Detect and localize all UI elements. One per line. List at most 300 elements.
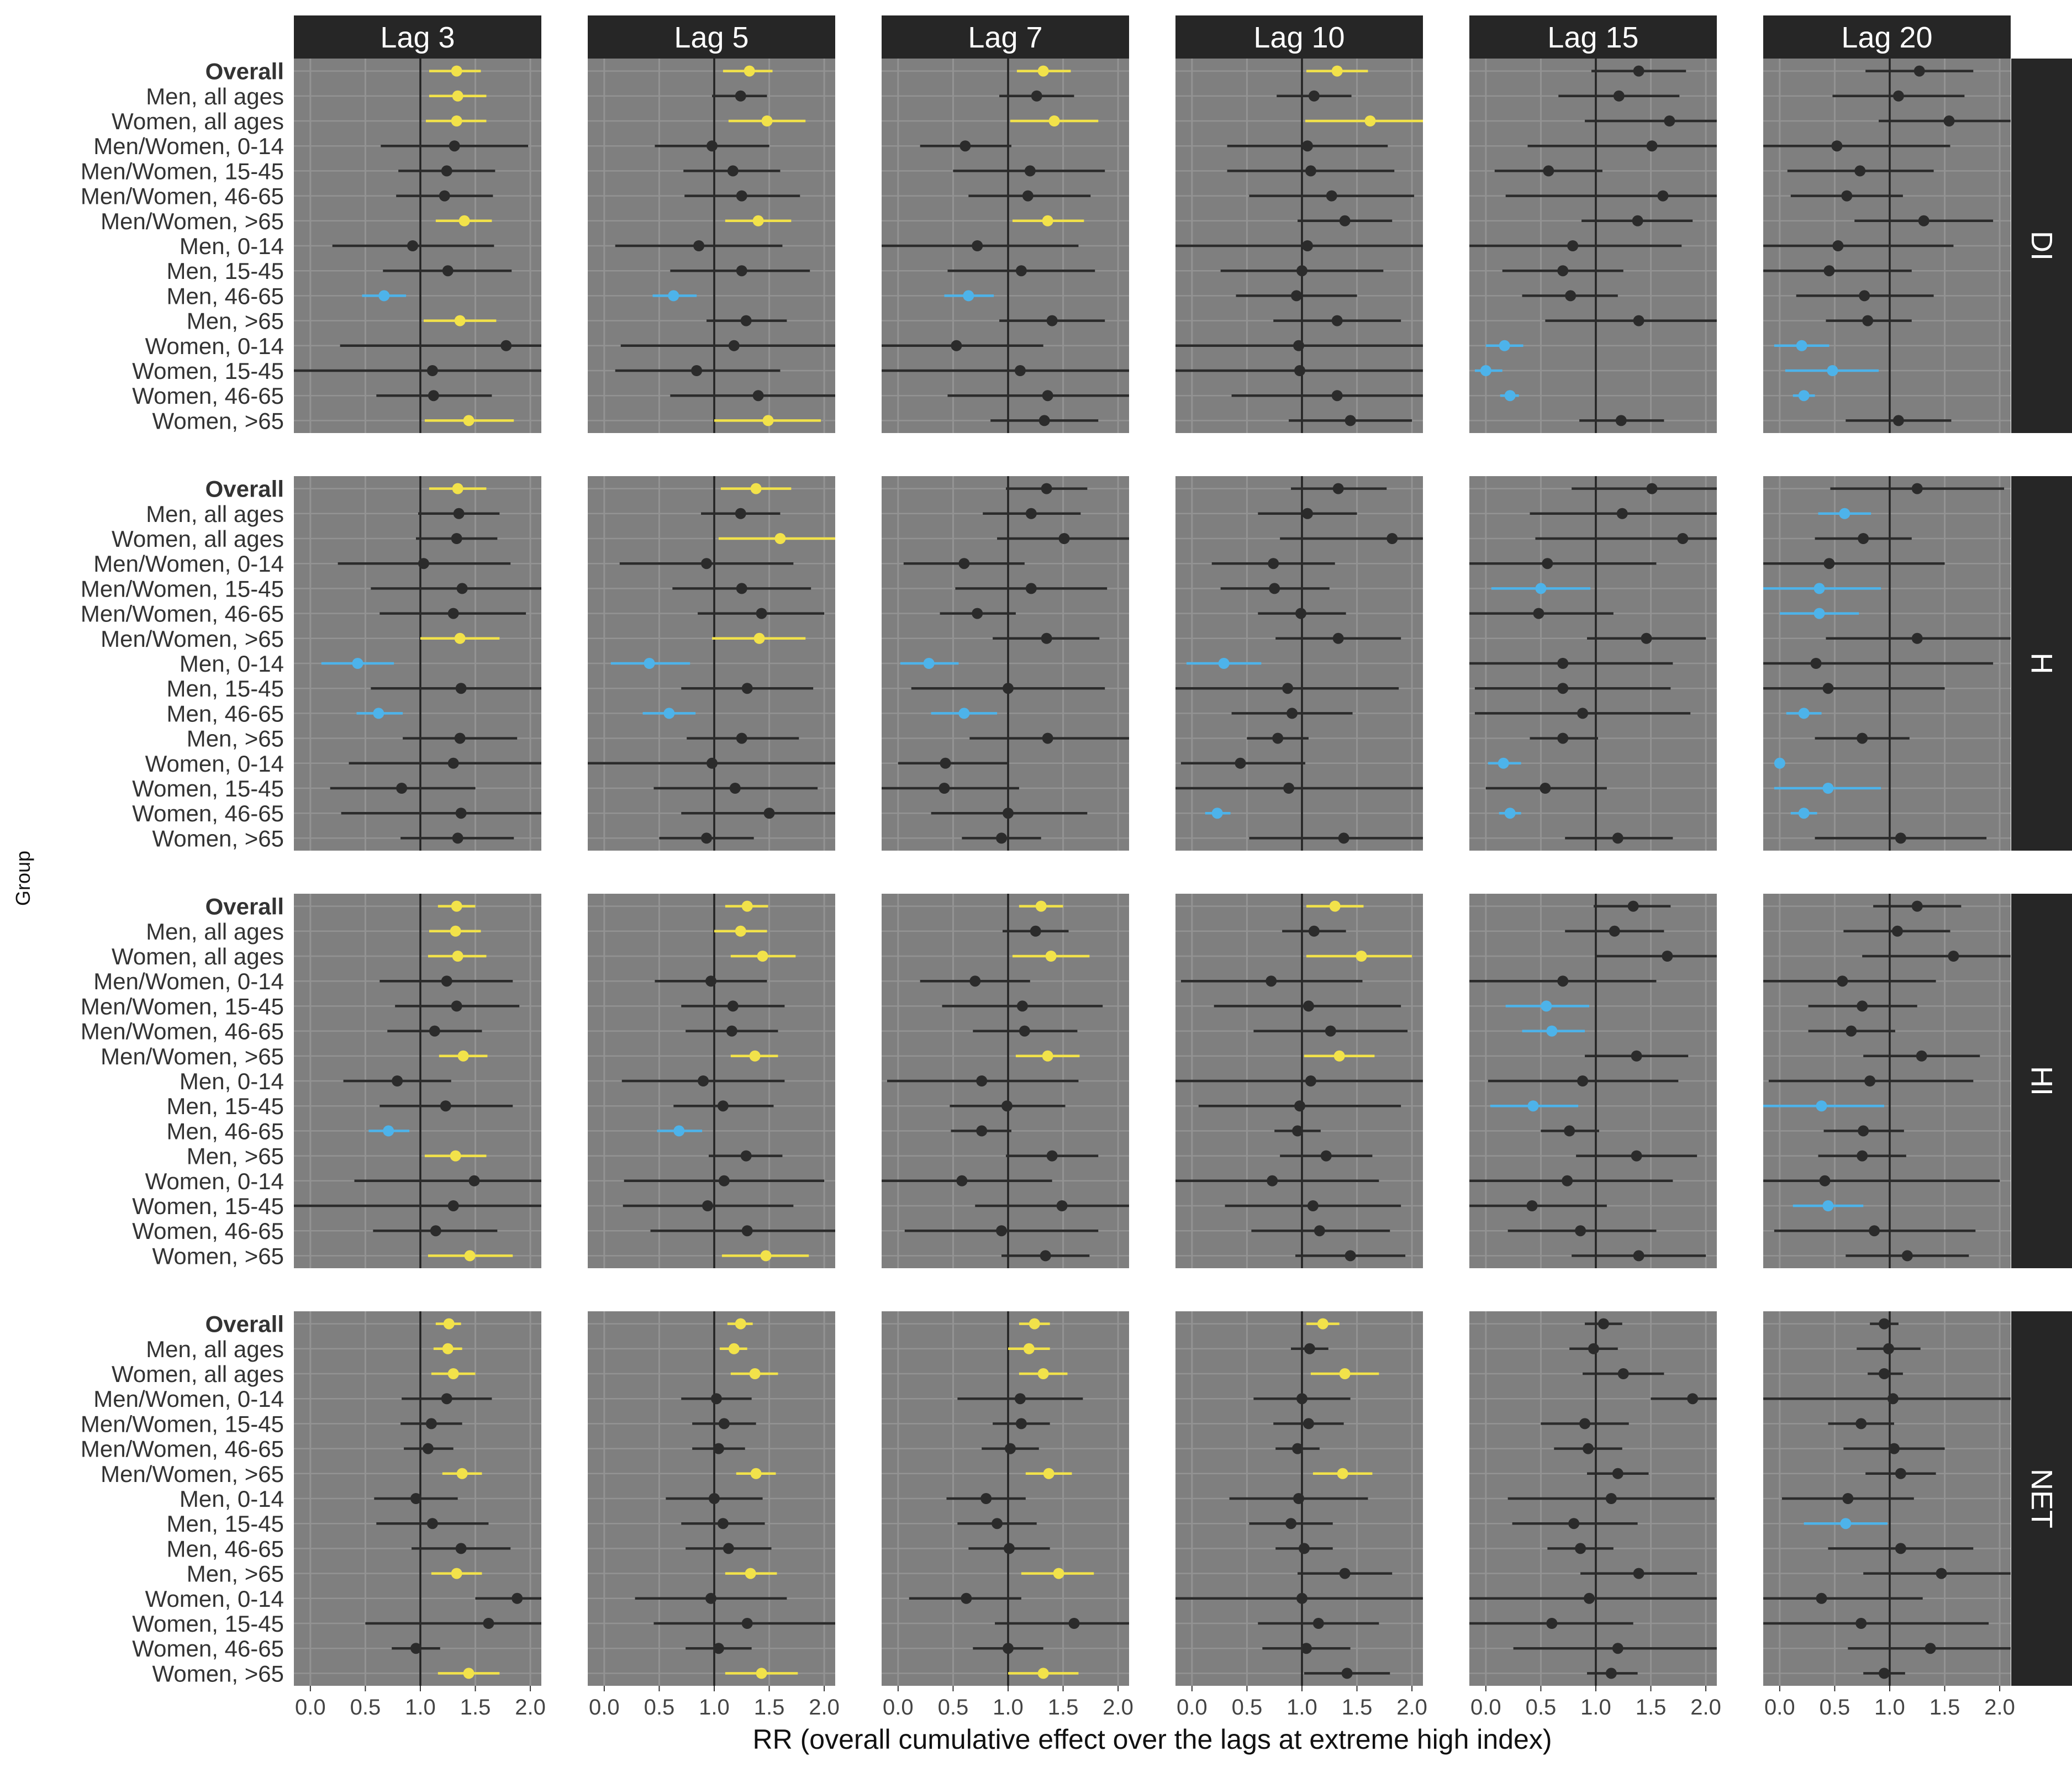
point-estimate-men-women-46-65 (736, 191, 747, 202)
group-label-women-0-14: Women, 0-14 (145, 1168, 284, 1194)
point-estimate-men-all-ages (1614, 91, 1625, 102)
point-estimate-men-women-0-14 (701, 558, 712, 569)
group-label-women-46-65: Women, 46-65 (132, 383, 284, 409)
group-label-men-women-65: Men/Women, >65 (101, 208, 284, 234)
point-estimate-men-all-ages (442, 1343, 454, 1354)
point-estimate-men-women-15-45 (1305, 165, 1316, 176)
point-estimate-men-15-45 (1816, 1100, 1827, 1111)
point-estimate-overall (1041, 483, 1052, 494)
point-estimate-overall (1912, 483, 1923, 494)
point-estimate-men-65 (450, 1151, 461, 1162)
point-estimate-overall (1330, 901, 1341, 912)
point-estimate-men-15-45 (1557, 265, 1568, 276)
group-label-men-all-ages: Men, all ages (146, 918, 284, 945)
point-estimate-men-women-15-45 (1854, 165, 1865, 176)
point-estimate-women-15-45 (1822, 1200, 1833, 1211)
point-estimate-women-15-45 (1539, 783, 1551, 794)
point-estimate-men-women-65 (1340, 215, 1351, 226)
point-estimate-women-46-65 (1612, 1643, 1623, 1654)
panel-hi-lag-15 (1469, 894, 1717, 1268)
point-estimate-men-women-0-14 (707, 140, 718, 151)
point-estimate-women-65 (465, 1250, 476, 1261)
point-estimate-men-65 (1557, 733, 1568, 744)
point-estimate-women-15-45 (1283, 783, 1294, 794)
group-label-men-women-46-65: Men/Women, 46-65 (80, 1436, 284, 1462)
point-estimate-men-women-46-65 (713, 1443, 724, 1454)
x-tick-label: 1.5 (1929, 1695, 1960, 1719)
point-estimate-men-women-15-45 (1025, 165, 1036, 176)
point-estimate-men-women-0-14 (441, 1393, 452, 1404)
point-estimate-men-46-65 (668, 290, 679, 301)
point-estimate-women-all-ages (451, 115, 462, 126)
panel-net-lag-15 (1469, 1311, 1717, 1686)
point-estimate-women-65 (1902, 1250, 1913, 1261)
group-label-women-65: Women, >65 (152, 408, 284, 434)
point-estimate-women-46-65 (1505, 808, 1516, 819)
point-estimate-men-women-15-45 (1017, 1000, 1028, 1011)
point-estimate-women-0-14 (1296, 1593, 1307, 1604)
group-label-women-65: Women, >65 (152, 1660, 284, 1687)
point-estimate-men-women-15-45 (441, 165, 452, 176)
x-tick-label: 2.0 (515, 1695, 546, 1719)
point-estimate-men-0-14 (1567, 240, 1578, 251)
point-estimate-men-women-65 (458, 1051, 469, 1062)
point-estimate-women-all-ages (451, 533, 462, 544)
point-estimate-overall (1036, 901, 1047, 912)
point-estimate-men-women-0-14 (711, 1393, 722, 1404)
point-estimate-men-women-65 (1043, 1468, 1055, 1479)
group-label-men-0-14: Men, 0-14 (179, 1486, 284, 1512)
group-label-men-46-65: Men, 46-65 (166, 1118, 284, 1144)
panel-hi-lag-3 (294, 894, 541, 1268)
point-estimate-men-0-14 (1842, 1493, 1853, 1504)
point-estimate-men-women-65 (1334, 1051, 1345, 1062)
point-estimate-men-0-14 (1606, 1493, 1617, 1504)
panel-hi-lag-20 (1763, 894, 2011, 1268)
point-estimate-women-0-14 (1816, 1593, 1827, 1604)
point-estimate-men-15-45 (1282, 683, 1293, 694)
point-estimate-men-46-65 (1577, 708, 1588, 719)
panel-di-lag-10 (1175, 59, 1423, 433)
point-estimate-men-women-46-65 (423, 1443, 434, 1454)
point-estimate-men-women-46-65 (726, 1026, 737, 1037)
point-estimate-men-women-65 (1641, 633, 1652, 644)
point-estimate-men-women-65 (1916, 1051, 1927, 1062)
point-estimate-men-women-0-14 (705, 975, 716, 987)
point-estimate-men-46-65 (383, 1125, 394, 1136)
point-estimate-men-46-65 (663, 708, 674, 719)
point-estimate-women-65 (1606, 1668, 1617, 1679)
point-estimate-overall (1647, 483, 1658, 494)
panel-hi-lag-10 (1175, 894, 1423, 1268)
point-estimate-men-65 (1633, 1568, 1644, 1579)
point-estimate-men-46-65 (963, 290, 974, 301)
x-tick-label: 2.0 (1690, 1695, 1721, 1719)
point-estimate-women-15-45 (702, 1200, 713, 1211)
point-estimate-men-women-15-45 (719, 1418, 730, 1429)
point-estimate-men-women-65 (751, 1468, 762, 1479)
point-estimate-women-15-45 (1294, 365, 1305, 376)
point-estimate-women-46-65 (742, 1225, 753, 1236)
point-estimate-women-all-ages (1386, 533, 1398, 544)
point-estimate-women-65 (701, 832, 712, 843)
point-estimate-men-0-14 (693, 240, 704, 251)
point-estimate-men-all-ages (735, 91, 746, 102)
point-estimate-men-15-45 (742, 683, 753, 694)
point-estimate-men-women-15-45 (1535, 583, 1546, 594)
strip-label-di: DI (2025, 231, 2058, 261)
group-label-women-all-ages: Women, all ages (111, 526, 284, 552)
panel-hi-lag-7 (882, 894, 1129, 1268)
point-estimate-men-women-15-45 (1269, 583, 1280, 594)
point-estimate-men-65 (1047, 1151, 1058, 1162)
group-label-women-all-ages: Women, all ages (111, 943, 284, 969)
strip-label-h: H (2025, 652, 2058, 674)
point-estimate-men-65 (1340, 1568, 1351, 1579)
point-estimate-men-65 (1857, 733, 1868, 744)
point-estimate-men-all-ages (1309, 926, 1320, 937)
point-estimate-women-all-ages (1046, 951, 1057, 962)
point-estimate-men-women-46-65 (429, 1026, 440, 1037)
group-label-men-women-0-14: Men/Women, 0-14 (93, 968, 284, 995)
point-estimate-men-women-65 (1631, 1051, 1642, 1062)
point-estimate-women-46-65 (1042, 390, 1053, 401)
point-estimate-men-women-46-65 (972, 608, 983, 619)
point-estimate-men-all-ages (1839, 508, 1850, 519)
panel-h-lag-5 (588, 476, 835, 851)
point-estimate-men-women-46-65 (1022, 191, 1034, 202)
point-estimate-women-46-65 (1003, 1643, 1014, 1654)
point-estimate-women-all-ages (1662, 951, 1673, 962)
point-estimate-men-all-ages (450, 926, 461, 937)
x-tick-label: 1.0 (699, 1695, 730, 1719)
point-estimate-women-65 (463, 415, 474, 426)
panel-di-lag-5 (588, 59, 835, 433)
panel-h-lag-15 (1469, 476, 1717, 851)
group-label-men-women-15-45: Men/Women, 15-45 (80, 576, 284, 602)
point-estimate-women-0-14 (1562, 1175, 1573, 1186)
point-estimate-women-46-65 (430, 1225, 441, 1236)
point-estimate-women-46-65 (713, 1643, 724, 1654)
point-estimate-women-15-45 (1822, 783, 1833, 794)
point-estimate-men-women-46-65 (1841, 191, 1852, 202)
point-estimate-men-0-14 (924, 658, 935, 669)
point-estimate-men-women-15-45 (426, 1418, 437, 1429)
point-estimate-men-0-14 (698, 1075, 709, 1086)
point-estimate-women-15-45 (1068, 1618, 1079, 1629)
point-estimate-men-65 (741, 1151, 752, 1162)
point-estimate-overall (735, 1318, 746, 1330)
group-label-men-women-0-14: Men/Women, 0-14 (93, 1386, 284, 1412)
point-estimate-women-65 (996, 832, 1007, 843)
point-estimate-men-65 (1053, 1568, 1064, 1579)
group-label-men-65: Men, >65 (186, 725, 284, 752)
point-estimate-men-women-0-14 (1687, 1393, 1698, 1404)
point-estimate-men-women-46-65 (1292, 1443, 1303, 1454)
point-estimate-men-46-65 (1004, 1543, 1015, 1554)
point-estimate-women-all-ages (762, 115, 773, 126)
x-tick-label: 0.0 (1764, 1695, 1795, 1719)
point-estimate-women-0-14 (1235, 758, 1246, 769)
point-estimate-men-65 (451, 1568, 462, 1579)
group-label-women-46-65: Women, 46-65 (132, 1636, 284, 1662)
point-estimate-women-46-65 (753, 390, 764, 401)
point-estimate-men-15-45 (1840, 1518, 1851, 1529)
point-estimate-men-women-46-65 (1846, 1026, 1857, 1037)
point-estimate-women-0-14 (1774, 758, 1785, 769)
point-estimate-men-women-15-45 (727, 165, 739, 176)
group-label-men-15-45: Men, 15-45 (166, 1511, 284, 1537)
group-label-men-0-14: Men, 0-14 (179, 233, 284, 259)
point-estimate-women-15-45 (1057, 1200, 1068, 1211)
point-estimate-women-15-45 (742, 1618, 753, 1629)
point-estimate-men-women-15-45 (1857, 1000, 1868, 1011)
panel-net-lag-3 (294, 1311, 541, 1686)
point-estimate-women-65 (463, 1668, 474, 1679)
point-estimate-men-0-14 (976, 1075, 987, 1086)
point-estimate-men-women-65 (1042, 215, 1053, 226)
strip-label-net: NET (2025, 1469, 2058, 1528)
point-estimate-men-all-ages (1588, 1343, 1599, 1354)
x-tick-label: 0.5 (1525, 1695, 1557, 1719)
x-tick-label: 1.0 (405, 1695, 436, 1719)
group-label-men-all-ages: Men, all ages (146, 83, 284, 109)
point-estimate-women-46-65 (1799, 390, 1810, 401)
point-estimate-men-15-45 (1003, 683, 1014, 694)
point-estimate-men-0-14 (1832, 240, 1843, 251)
point-estimate-men-46-65 (723, 1543, 734, 1554)
point-estimate-men-women-0-14 (958, 558, 969, 569)
point-estimate-men-women-15-45 (1303, 1000, 1314, 1011)
group-label-women-0-14: Women, 0-14 (145, 333, 284, 359)
point-estimate-men-all-ages (1609, 926, 1620, 937)
point-estimate-women-all-ages (1677, 533, 1688, 544)
x-axis-title: RR (overall cumulative effect over the lags at extreme high index) (752, 1724, 1552, 1755)
point-estimate-men-46-65 (673, 1125, 684, 1136)
group-label-men-65: Men, >65 (186, 1560, 284, 1587)
point-estimate-overall (1914, 66, 1925, 77)
point-estimate-overall (444, 1318, 455, 1330)
point-estimate-women-15-45 (1855, 1618, 1867, 1629)
x-tick-label: 0.5 (937, 1695, 969, 1719)
point-estimate-men-46-65 (1799, 708, 1810, 719)
point-estimate-women-all-ages (757, 951, 768, 962)
point-estimate-women-0-14 (1796, 340, 1807, 351)
panel-hi-lag-5 (588, 894, 835, 1268)
x-tick-label: 0.0 (883, 1695, 914, 1719)
point-estimate-men-women-65 (1632, 215, 1643, 226)
group-label-men-women-65: Men/Women, >65 (101, 1460, 284, 1487)
point-estimate-men-women-0-14 (1647, 140, 1658, 151)
panel-di-lag-15 (1469, 59, 1717, 433)
strip-label-lag-15: Lag 15 (1547, 21, 1639, 54)
point-estimate-men-all-ages (735, 926, 746, 937)
group-label-men-women-46-65: Men/Women, 46-65 (80, 600, 284, 627)
point-estimate-women-0-14 (951, 340, 962, 351)
point-estimate-men-women-0-14 (1888, 1393, 1899, 1404)
point-estimate-overall (742, 901, 753, 912)
group-label-overall: Overall (205, 893, 284, 920)
point-estimate-men-46-65 (1299, 1543, 1310, 1554)
strip-label-lag-5: Lag 5 (674, 21, 749, 54)
group-label-women-15-45: Women, 15-45 (132, 358, 284, 384)
point-estimate-women-0-14 (729, 340, 740, 351)
panel-di-lag-7 (882, 59, 1129, 433)
point-estimate-men-0-14 (1577, 1075, 1588, 1086)
x-tick-label: 1.5 (1341, 1695, 1373, 1719)
point-estimate-overall (1633, 66, 1644, 77)
point-estimate-men-women-0-14 (449, 140, 460, 151)
x-tick-label: 0.0 (1177, 1695, 1208, 1719)
point-estimate-men-women-65 (459, 215, 470, 226)
point-estimate-women-15-45 (483, 1618, 494, 1629)
point-estimate-men-women-46-65 (1295, 608, 1306, 619)
point-estimate-men-46-65 (1564, 1125, 1575, 1136)
point-estimate-women-46-65 (996, 1225, 1007, 1236)
point-estimate-men-women-46-65 (1326, 191, 1337, 202)
group-label-women-65: Women, >65 (152, 1243, 284, 1269)
point-estimate-women-all-ages (1038, 1368, 1049, 1379)
point-estimate-men-women-0-14 (441, 975, 452, 987)
point-estimate-men-women-0-14 (1823, 558, 1834, 569)
group-label-overall: Overall (205, 58, 284, 85)
group-label-men-all-ages: Men, all ages (146, 500, 284, 527)
strip-label-lag-10: Lag 10 (1253, 21, 1345, 54)
group-label-men-65: Men, >65 (186, 1143, 284, 1169)
point-estimate-women-0-14 (1584, 1593, 1595, 1604)
point-estimate-men-women-0-14 (1266, 975, 1277, 987)
point-estimate-men-women-65 (1337, 1468, 1348, 1479)
point-estimate-men-15-45 (1527, 1100, 1538, 1111)
x-tick-label: 1.0 (1580, 1695, 1611, 1719)
point-estimate-women-46-65 (1505, 390, 1516, 401)
point-estimate-men-women-46-65 (1889, 1443, 1900, 1454)
point-estimate-men-0-14 (1305, 1075, 1316, 1086)
point-estimate-men-women-65 (754, 633, 765, 644)
point-estimate-men-women-46-65 (448, 608, 459, 619)
point-estimate-overall (1598, 1318, 1609, 1330)
group-label-men-women-15-45: Men/Women, 15-45 (80, 1411, 284, 1437)
point-estimate-women-46-65 (1575, 1225, 1586, 1236)
point-estimate-women-all-ages (1664, 115, 1675, 126)
point-estimate-men-women-46-65 (1583, 1443, 1594, 1454)
point-estimate-men-all-ages (454, 508, 465, 519)
group-label-men-women-15-45: Men/Women, 15-45 (80, 158, 284, 184)
point-estimate-women-all-ages (1948, 951, 1959, 962)
point-estimate-women-15-45 (1827, 365, 1838, 376)
point-estimate-women-15-45 (448, 1200, 459, 1211)
point-estimate-overall (1038, 66, 1049, 77)
point-estimate-women-0-14 (500, 340, 512, 351)
point-estimate-women-all-ages (1340, 1368, 1351, 1379)
point-estimate-overall (1628, 901, 1639, 912)
x-tick-label: 0.5 (1819, 1695, 1850, 1719)
point-estimate-men-46-65 (958, 708, 969, 719)
point-estimate-men-0-14 (1219, 658, 1230, 669)
point-estimate-men-women-0-14 (1837, 975, 1848, 987)
group-label-women-0-14: Women, 0-14 (145, 750, 284, 777)
point-estimate-women-all-ages (1879, 1368, 1890, 1379)
point-estimate-men-women-15-45 (1814, 583, 1825, 594)
point-estimate-women-15-45 (396, 783, 407, 794)
point-estimate-men-all-ages (735, 508, 746, 519)
point-estimate-men-46-65 (1858, 1125, 1869, 1136)
point-estimate-women-0-14 (956, 1175, 967, 1186)
point-estimate-men-15-45 (440, 1100, 451, 1111)
point-estimate-men-women-15-45 (1543, 165, 1554, 176)
point-estimate-men-all-ages (1893, 91, 1904, 102)
group-label-men-65: Men, >65 (186, 308, 284, 334)
point-estimate-men-65 (1332, 315, 1343, 326)
point-estimate-women-all-ages (1364, 115, 1375, 126)
point-estimate-men-women-0-14 (1296, 1393, 1307, 1404)
point-estimate-women-all-ages (1356, 951, 1367, 962)
group-label-men-46-65: Men, 46-65 (166, 700, 284, 727)
x-tick-label: 0.5 (644, 1695, 675, 1719)
group-label-women-all-ages: Women, all ages (111, 108, 284, 134)
point-estimate-men-women-0-14 (1557, 975, 1568, 987)
point-estimate-men-0-14 (1557, 658, 1568, 669)
x-tick-label: 2.0 (1103, 1695, 1133, 1719)
point-estimate-men-46-65 (976, 1125, 987, 1136)
point-estimate-men-46-65 (1287, 708, 1298, 719)
group-label-men-women-46-65: Men/Women, 46-65 (80, 183, 284, 209)
point-estimate-men-65 (455, 733, 466, 744)
point-estimate-men-0-14 (644, 658, 655, 669)
point-estimate-women-all-ages (1049, 115, 1060, 126)
point-estimate-overall (1029, 1318, 1040, 1330)
point-estimate-women-15-45 (1313, 1618, 1324, 1629)
point-estimate-men-women-15-45 (1303, 1418, 1314, 1429)
point-estimate-men-15-45 (1001, 1100, 1013, 1111)
point-estimate-women-65 (1038, 1668, 1049, 1679)
point-estimate-men-46-65 (1575, 1543, 1586, 1554)
point-estimate-men-all-ages (1892, 926, 1903, 937)
point-estimate-men-65 (745, 1568, 756, 1579)
point-estimate-men-0-14 (407, 240, 418, 251)
strip-label-hi: HI (2025, 1066, 2058, 1096)
x-tick-label: 1.0 (1287, 1695, 1317, 1719)
panel-h-lag-20 (1763, 476, 2011, 851)
point-estimate-men-15-45 (456, 683, 467, 694)
strip-label-lag-3: Lag 3 (380, 21, 455, 54)
point-estimate-overall (451, 66, 462, 77)
point-estimate-women-0-14 (1499, 340, 1510, 351)
x-tick-label: 2.0 (1396, 1695, 1427, 1719)
point-estimate-men-15-45 (442, 265, 454, 276)
point-estimate-women-65 (763, 415, 774, 426)
point-estimate-men-women-46-65 (1019, 1026, 1030, 1037)
point-estimate-men-15-45 (1285, 1518, 1296, 1529)
point-estimate-women-15-45 (1307, 1200, 1319, 1211)
panel-net-lag-7 (882, 1311, 1129, 1686)
panel-di-lag-3 (294, 59, 541, 433)
point-estimate-men-65 (1272, 733, 1283, 744)
point-estimate-overall (751, 483, 762, 494)
group-label-women-15-45: Women, 15-45 (132, 776, 284, 801)
point-estimate-men-46-65 (1291, 290, 1302, 301)
panel-net-lag-10 (1175, 1311, 1423, 1686)
point-estimate-women-46-65 (1869, 1225, 1880, 1236)
point-estimate-men-46-65 (373, 708, 384, 719)
point-estimate-men-0-14 (1293, 1493, 1304, 1504)
point-estimate-women-all-ages (774, 533, 785, 544)
point-estimate-women-0-14 (707, 758, 718, 769)
group-label-men-15-45: Men, 15-45 (166, 1093, 284, 1120)
point-estimate-men-women-65 (457, 1468, 468, 1479)
x-tick-label: 2.0 (809, 1695, 840, 1719)
point-estimate-men-15-45 (1296, 265, 1307, 276)
